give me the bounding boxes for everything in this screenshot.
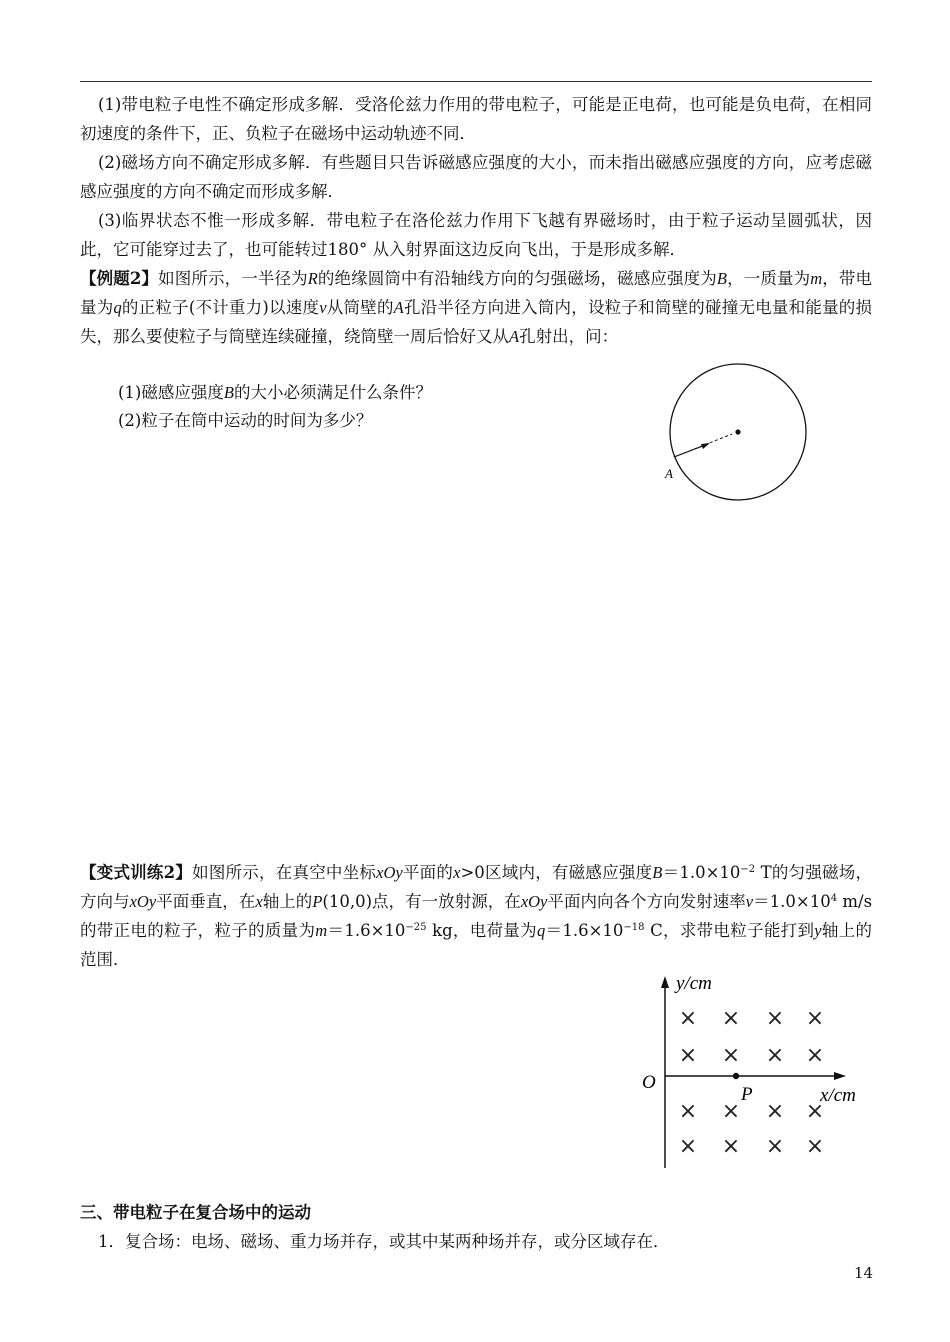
var-R: R (307, 269, 318, 288)
text-run: ，带电量为 (80, 269, 873, 317)
text-run: 的绝缘圆筒中有沿轴线方向的匀强磁场，磁感应强度为 (317, 269, 717, 288)
var-m: m (315, 921, 328, 940)
var-x: x (255, 892, 263, 911)
field-cross: × (721, 1006, 741, 1031)
example-2-question-2 (118, 406, 372, 435)
center-dot (735, 429, 740, 434)
text-run: C，求带电粒子能打到 (644, 921, 815, 940)
cylinder-figure (660, 360, 820, 510)
magnetic-field-figure (630, 966, 880, 1176)
text-run: 从筒壁的 (326, 298, 394, 317)
page-number: 14 (854, 1264, 874, 1282)
text-run: ＝1.0×10 (753, 892, 831, 911)
field-cross: × (721, 1043, 741, 1068)
field-cross: × (805, 1006, 825, 1031)
text-run: 如图所示，在真空中坐标 (192, 863, 377, 882)
text-run: 如图所示，一半径为 (158, 269, 308, 288)
var-q: q (536, 921, 546, 940)
example-2-text (80, 264, 872, 351)
y-axis-arrow-icon (661, 976, 669, 988)
label-A: A (665, 466, 673, 481)
var-q: q (113, 298, 122, 317)
text-run: m/s的带正电的粒子，粒子的质量为 (80, 892, 873, 940)
field-cross: × (765, 1099, 785, 1124)
var-B: B (652, 863, 663, 882)
x-axis-arrow-icon (834, 1072, 846, 1080)
text-run: 平面的 (402, 863, 454, 882)
field-cross: × (721, 1134, 741, 1159)
text-run: 的正粒子(不计重力)以速度 (121, 298, 320, 317)
variant-2-text (80, 858, 872, 974)
field-cross: × (805, 1099, 825, 1124)
field-cross: × (765, 1043, 785, 1068)
section-heading-text: 三、带电粒子在复合场中的运动 (80, 1203, 311, 1222)
header-rule (80, 81, 872, 82)
var-x: x (453, 863, 461, 882)
var-m: m (810, 269, 823, 288)
var-v: v (745, 892, 754, 911)
x-axis-label: x/cm (820, 1085, 856, 1106)
var-B: B (223, 383, 234, 402)
paragraph-field-direction (80, 148, 872, 206)
point-P-dot (733, 1073, 739, 1079)
text-run: 孔射出，问： (519, 327, 619, 346)
paragraph-text: (1)带电粒子电性不确定形成多解．受洛伦兹力作用的带电粒子，可能是正电荷，也可能是负电荷，在相同初速度的条件下，正、负粒子在磁场中运动轨迹不同． (80, 95, 872, 143)
text-run: 平面内向各个方向发射速率 (547, 892, 746, 911)
exponent: −2 (740, 864, 756, 875)
var-xOy: xOy (129, 892, 157, 911)
text-run: ＝1.6×10 (545, 921, 624, 940)
text-run: (1)磁感应强度 (118, 383, 224, 402)
text-run: 轴上的范围． (80, 921, 873, 969)
text-run: ，一质量为 (726, 269, 811, 288)
paragraph-critical-state (80, 206, 872, 264)
var-B: B (716, 269, 727, 288)
paragraph-charge-sign (80, 90, 872, 148)
variant-label: 【变式训练2】 (80, 863, 193, 882)
example-label: 【例题2】 (80, 269, 159, 288)
field-cross: × (765, 1006, 785, 1031)
origin-label: O (642, 1072, 656, 1093)
paragraph-text: (2)磁场方向不确定形成多解．有些题目只告诉磁感应强度的大小，而未指出磁感应强度的方向，应考虑磁感应强度的方向不确定而形成多解． (80, 153, 872, 201)
text-run: ＝1.6×10 (327, 921, 406, 940)
var-y: y (814, 921, 822, 940)
text-run: T的匀强磁场，方向与 (80, 863, 873, 911)
text-run: (2)粒子在筒中运动的时间为多少？ (118, 411, 373, 430)
section-item-text: 1．复合场：电场、磁场、重力场并存，或其中某两种场并存，或分区域存在． (98, 1232, 670, 1251)
var-A: A (509, 327, 520, 346)
field-cross: × (678, 1006, 698, 1031)
field-cross: × (765, 1134, 785, 1159)
paragraph-text: (3)临界状态不惟一形成多解．带电粒子在洛伦兹力作用下飞越有界磁场时，由于粒子运动呈圆弧状，因此，它可能穿过去了，也可能转过180° 从入射界面这边反向飞出，于是形成多解． (80, 211, 872, 259)
section-3-heading (80, 1198, 872, 1227)
text-run: 孔沿半径方向进入筒内，设粒子和筒壁的碰撞无电量和能量的损失，那么要使粒子与筒壁连续碰撞，绕筒壁一周后恰好又从 (80, 298, 873, 346)
point-P-label: P (741, 1084, 753, 1105)
field-cross: × (805, 1043, 825, 1068)
text-run: (10,0)点，有一放射源，在 (322, 892, 521, 911)
var-xOy: xOy (376, 863, 403, 882)
var-xOy: xOy (520, 892, 548, 911)
section-3-item-1 (80, 1227, 872, 1256)
y-axis-label: y/cm (676, 973, 712, 994)
text-run: 的大小必须满足什么条件？ (233, 383, 432, 402)
field-cross: × (678, 1134, 698, 1159)
field-cross: × (678, 1099, 698, 1124)
field-cross: × (678, 1043, 698, 1068)
text-run: 轴上的 (262, 892, 313, 911)
velocity-arrowhead-icon (701, 443, 710, 449)
text-run: 平面垂直，在 (156, 892, 256, 911)
text-run: >0区域内，有磁感应强度 (460, 863, 653, 882)
text-run: kg，电荷量为 (426, 921, 537, 940)
field-crosses (679, 1006, 824, 1159)
exponent: −18 (623, 922, 645, 933)
field-cross: × (721, 1099, 741, 1124)
text-run: ＝1.0×10 (662, 863, 741, 882)
exponent: 4 (830, 893, 838, 904)
field-cross: × (805, 1134, 825, 1159)
exponent: −25 (405, 922, 427, 933)
var-v: v (319, 298, 327, 317)
example-2-question-1 (118, 378, 432, 407)
var-A: A (393, 298, 404, 317)
var-P: P (312, 892, 323, 911)
